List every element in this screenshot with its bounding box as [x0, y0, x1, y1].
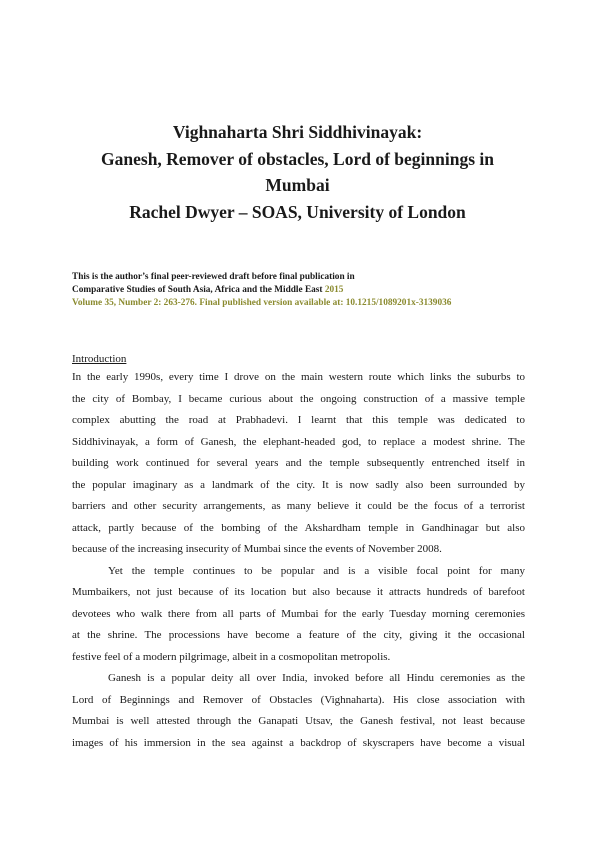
section-heading: Introduction [72, 353, 127, 365]
paragraph-line: Mumbaikers, not just because of its location but also because it attracts hundreds of barefoot [72, 586, 525, 598]
paragraph-line: barriers and other security arrangements, as many believe it could be the focus of a terrorist [72, 500, 525, 512]
paragraph-2 [72, 561, 525, 669]
publication-note: This is the author’s final peer-reviewed draft before final publication in [72, 272, 355, 282]
paper-title-line-2: Ganesh, Remover of obstacles, Lord of beginnings in [101, 148, 494, 169]
paragraph-line: the city of Bombay, I became curious about the ongoing construction of a massive temple [72, 392, 525, 405]
paper-title-line-1: Vighnaharta Shri Siddhivinayak: [172, 122, 423, 142]
publication-year: 2015 [324, 285, 344, 295]
paragraph-3 [72, 668, 525, 754]
paragraph-line: the popular imaginary as a landmark of the city. It is now sadly also been surrounded by [72, 478, 525, 491]
paragraph-line: Yet the temple continues to be popular and is a visible focal point for many [108, 564, 525, 577]
volume-doi-line: Volume 35, Number 2: 263-276. Final published version available at: 10.1215/1089201x-3139036 [72, 298, 452, 308]
paragraph-line: building work continued for several years and the temple subsequently entrenched itself in [72, 457, 525, 469]
paragraph-line: because of the increasing insecurity of Mumbai since the events of November 2008. [72, 543, 442, 555]
paper-title-line-3: Mumbai [265, 175, 330, 195]
paragraph-line: festive feel of a modern pilgrimage, albeit in a cosmopolitan metropolis. [72, 650, 391, 663]
journal-line [72, 284, 542, 297]
paragraph-line: complex abutting the road at Prabhadevi. I learnt that this temple was dedicated to [72, 414, 525, 426]
paragraph-line: In the early 1990s, every time I drove on the main western route which links the suburbs to [72, 371, 525, 383]
paragraph-line: Mumbai is well attested through the Ganapati Utsav, the Ganesh festival, not least because [72, 715, 525, 727]
paragraph-1 [72, 367, 525, 561]
paragraph-line: at the shrine. The processions have become a feature of the city, giving it the occasional [72, 629, 525, 641]
paragraph-line: Siddhivinayak, a form of Ganesh, the elephant-headed god, to replace a modest shrine. The [72, 435, 525, 448]
body-text [72, 367, 525, 754]
paper-title-block [60, 119, 535, 225]
paragraph-line: Lord of Beginnings and Remover of Obstacles (Vighnaharta). His close association with [72, 693, 525, 706]
paragraph-line: images of his immersion in the sea against a backdrop of skyscrapers have become a visual [72, 736, 525, 749]
paragraph-line: devotees who walk there from all parts of Mumbai for the early Tuesday morning ceremonies [72, 607, 525, 620]
journal-name: Comparative Studies of South Asia, Africa and the Middle East [72, 285, 325, 295]
publication-info [72, 271, 542, 310]
paragraph-line: attack, partly because of the bombing of the Akshardham temple in Gandhinagar but also [72, 521, 525, 534]
paragraph-line: Ganesh is a popular deity all over India, invoked before all Hindu ceremonies as the [108, 672, 525, 684]
author-line: Rachel Dwyer – SOAS, University of London [129, 201, 466, 222]
